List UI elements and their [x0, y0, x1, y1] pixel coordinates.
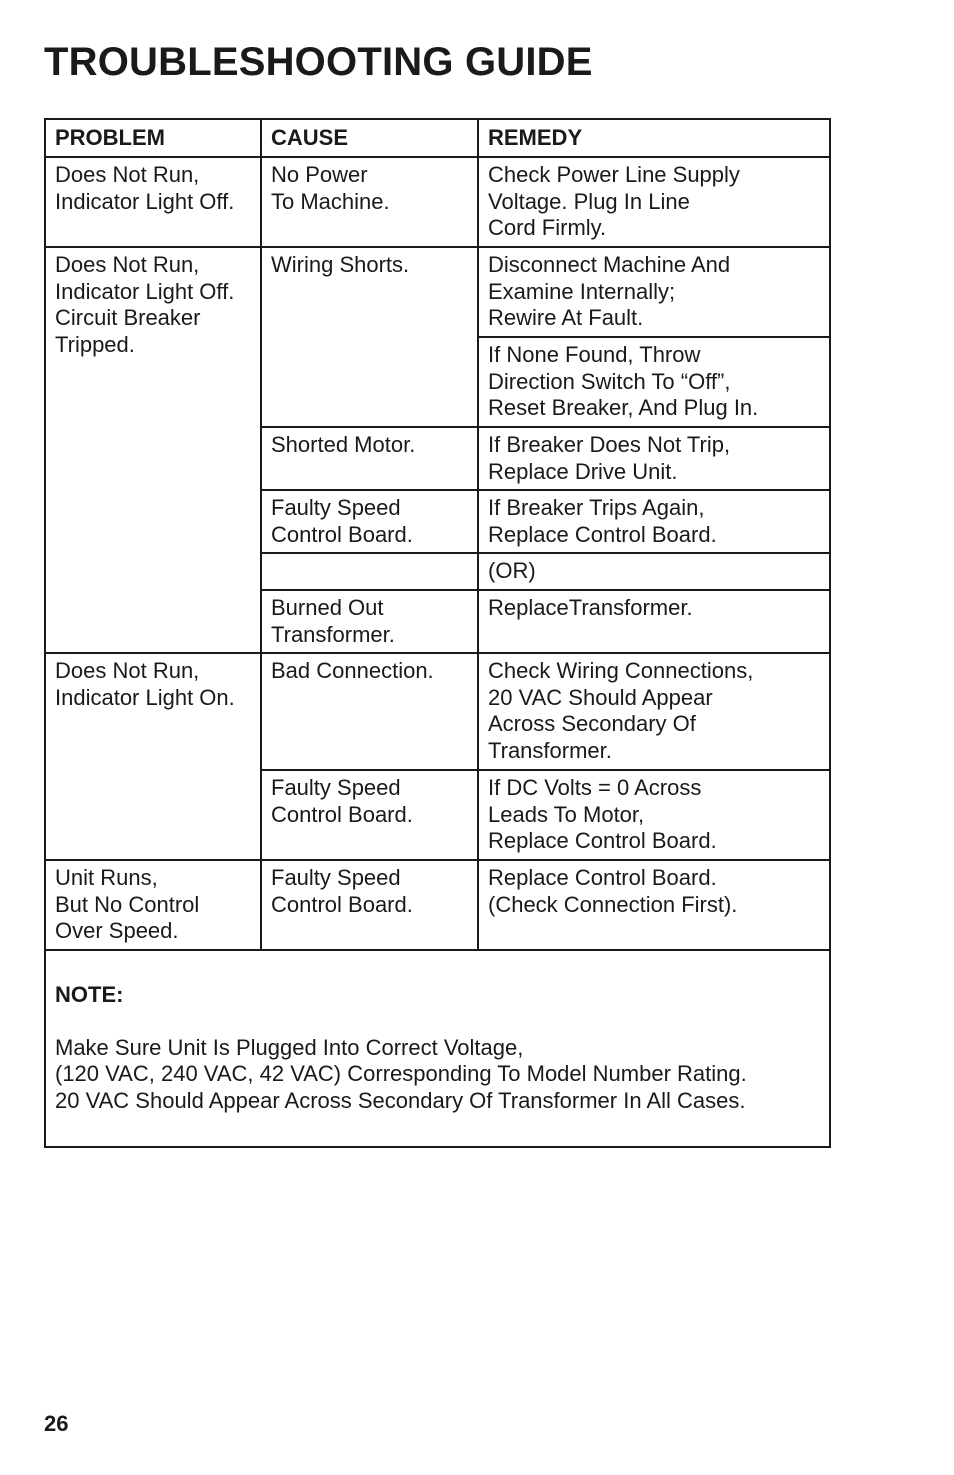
remedy-cell: If DC Volts = 0 Across Leads To Motor, Replace Control Board. — [478, 770, 830, 860]
header-row — [45, 119, 830, 157]
cause-cell: Shorted Motor. — [261, 427, 478, 490]
page-number: 26 — [44, 1411, 69, 1436]
problem-cell: Does Not Run, Indicator Light Off. — [45, 157, 261, 247]
cause-cell-empty — [261, 553, 478, 590]
cause-cell: No Power To Machine. — [261, 157, 478, 247]
cause-cell: Bad Connection. — [261, 653, 478, 770]
problem-cell: Unit Runs, But No Control Over Speed. — [45, 860, 261, 950]
table-row — [45, 653, 830, 770]
remedy-cell: ReplaceTransformer. — [478, 590, 830, 653]
cause-cell: Faulty Speed Control Board. — [261, 770, 478, 860]
remedy-cell: Check Power Line Supply Voltage. Plug In Line Cord Firmly. — [478, 157, 830, 247]
remedy-cell: If Breaker Does Not Trip, Replace Drive Unit. — [478, 427, 830, 490]
header-cause: CAUSE — [261, 119, 478, 157]
remedy-cell: If Breaker Trips Again, Replace Control Board. — [478, 490, 830, 553]
cause-cell: Faulty Speed Control Board. — [261, 860, 478, 950]
note-text: Make Sure Unit Is Plugged Into Correct Voltage, (120 VAC, 240 VAC, 42 VAC) Corresponding To Model Number Rating. 20 VAC Should Appear Across Secondary Of Transformer In All Cases. — [55, 1034, 747, 1113]
header-remedy: REMEDY — [478, 119, 830, 157]
remedy-cell: Check Wiring Connections, 20 VAC Should Appear Across Secondary Of Transformer. — [478, 653, 830, 770]
header-problem: PROBLEM — [45, 119, 261, 157]
note-label: NOTE: — [55, 981, 124, 1007]
problem-cell: Does Not Run, Indicator Light On. — [45, 653, 261, 860]
table-row — [45, 860, 830, 950]
remedy-cell: If None Found, Throw Direction Switch To “Off”, Reset Breaker, And Plug In. — [478, 337, 830, 427]
cause-cell: Faulty Speed Control Board. — [261, 490, 478, 553]
table-row — [45, 247, 830, 337]
page-title: TROUBLESHOOTING GUIDE — [44, 40, 593, 84]
remedy-cell: (OR) — [478, 553, 830, 590]
note-cell — [45, 950, 830, 1147]
note-row — [45, 950, 830, 1147]
cause-cell: Wiring Shorts. — [261, 247, 478, 427]
cause-cell: Burned Out Transformer. — [261, 590, 478, 653]
troubleshooting-table — [44, 118, 831, 1148]
problem-cell: Does Not Run, Indicator Light Off. Circuit Breaker Tripped. — [45, 247, 261, 653]
remedy-cell: Replace Control Board. (Check Connection First). — [478, 860, 830, 950]
remedy-cell: Disconnect Machine And Examine Internally; Rewire At Fault. — [478, 247, 830, 337]
table-row — [45, 157, 830, 247]
